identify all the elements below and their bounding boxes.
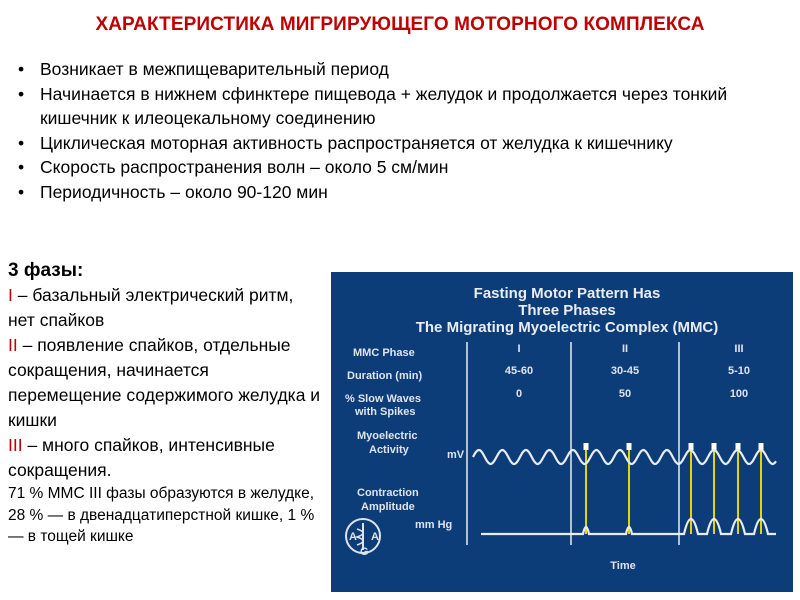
column-percent: 100 bbox=[729, 388, 749, 400]
row-label-slow-waves: % Slow Waves bbox=[345, 393, 422, 405]
spike-burst bbox=[627, 443, 632, 450]
row-label-phase: MMC Phase bbox=[353, 347, 415, 359]
phase-description: – появление спайков, отдельные сокращения, начинается перемещение содержимого желудка и кишки bbox=[8, 335, 321, 430]
note-intestine: 28 % — в двенадцатиперстной кишке, 1 % — в тощей кишке bbox=[8, 506, 315, 545]
list-item: • Скорость распространения волн – около 5 см/мин bbox=[14, 155, 789, 180]
column-phase: I bbox=[517, 343, 521, 355]
phases-description bbox=[8, 258, 324, 548]
time-axis-label: Time bbox=[610, 560, 636, 572]
phase-description: – много спайков, интенсивные сокращения. bbox=[8, 435, 275, 480]
logo-letter: G bbox=[360, 546, 369, 558]
logo-letter: A bbox=[349, 531, 357, 543]
characteristics-list bbox=[14, 57, 789, 204]
spike-burst bbox=[689, 443, 694, 450]
unit-mv: mV bbox=[447, 449, 465, 461]
row-label-contraction: Amplitude bbox=[361, 501, 415, 513]
page-title: ХАРАКТЕРИСТИКА МИГРИРУЮЩЕГО МОТОРНОГО КОМПЛЕКСА bbox=[95, 14, 705, 35]
list-item: • Начинается в нижнем сфинктере пищевода + желудок и продолжается через тонкий кишечник к илеоцекальному соединению bbox=[14, 82, 789, 131]
unit-mmhg: mm Hg bbox=[415, 519, 453, 531]
myoelectric-trace bbox=[473, 450, 776, 464]
column-percent: 50 bbox=[618, 388, 632, 400]
spike-burst bbox=[736, 443, 741, 450]
phases-heading: 3 фазы: bbox=[8, 260, 84, 281]
phase-numeral: II bbox=[8, 335, 18, 355]
phase-3-text bbox=[8, 433, 324, 483]
column-duration: 5-10 bbox=[727, 365, 751, 377]
row-label-slow-waves: with Spikes bbox=[355, 406, 416, 418]
column-phase: II bbox=[621, 343, 629, 355]
spike-burst bbox=[584, 443, 589, 450]
column-duration: 45-60 bbox=[504, 365, 534, 377]
phase-numeral: I bbox=[8, 285, 13, 305]
row-label-contraction: Contraction bbox=[357, 487, 419, 499]
column-phase: III bbox=[734, 343, 744, 355]
row-label-myoelectric: Myoelectric bbox=[357, 430, 418, 442]
list-item: • Циклическая моторная активность распространяется от желудка к кишечнику bbox=[14, 131, 789, 156]
row-label-duration: Duration (min) bbox=[347, 370, 423, 382]
column-duration: 30-45 bbox=[610, 365, 640, 377]
phase-1-text bbox=[8, 283, 324, 333]
column-percent: 0 bbox=[515, 388, 523, 400]
row-label-myoelectric: Activity bbox=[369, 444, 409, 456]
logo-letter: A bbox=[371, 531, 379, 543]
list-item: • Периодичность – около 90-120 мин bbox=[14, 180, 789, 205]
phase-description: – базальный электрический ритм, нет спайков bbox=[8, 285, 294, 330]
list-item: • Возникает в межпищеварительный период bbox=[14, 57, 789, 82]
slide-title-line: Three Phases bbox=[518, 302, 616, 319]
slide-title-line: Fasting Motor Pattern Has bbox=[473, 285, 661, 302]
note-stomach: 71 % ММС III фазы образуются в желудке, bbox=[8, 485, 315, 502]
phase-2-text bbox=[8, 333, 324, 433]
slide-title-line: The Migrating Myoelectric Complex (MMC) bbox=[415, 319, 719, 336]
aga-logo bbox=[346, 519, 380, 558]
phase-numeral: III bbox=[8, 435, 23, 455]
mmc-diagram bbox=[331, 272, 793, 592]
mmc-diagram-svg bbox=[331, 272, 793, 592]
